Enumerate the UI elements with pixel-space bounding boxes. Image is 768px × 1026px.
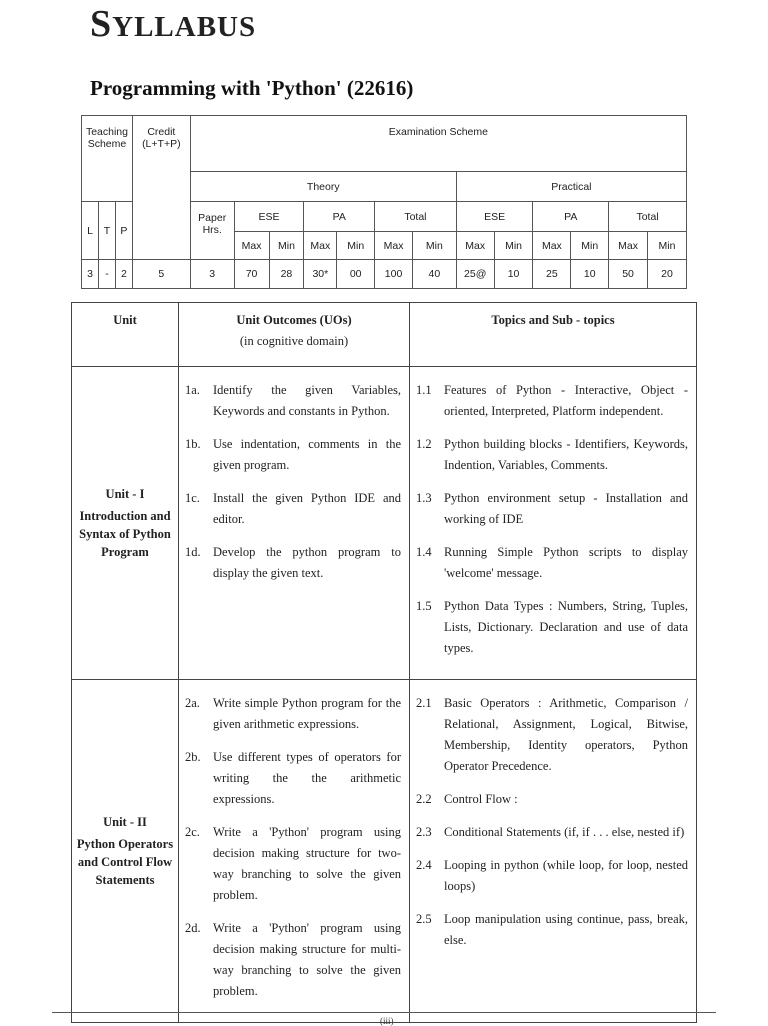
max-label: Max [456,232,494,260]
practical-ese-min: 10 [494,260,533,289]
page-title [90,2,256,46]
list-item: 2.4 Looping in python (while loop, for loop, nested loops) [416,858,688,893]
list-item: 1b. Use indentation, comments in the given program. [185,437,401,472]
list-item: 1.3 Python environment setup - Installation and working of IDE [416,491,688,526]
outcomes-cell [179,367,410,680]
list-item: 1d. Develop the python program to display the given text. [185,545,401,580]
topics-cell [410,680,697,1023]
unit-cell [72,367,179,680]
list-item: 1.1 Features of Python - Interactive, Object - oriented, Interpreted, Platform independent. [416,383,688,418]
T-header: T [98,202,115,260]
unit-column-header: Unit [72,303,179,367]
list-item: 2.3 Conditional Statements (if, if . . . else, nested if) [416,825,685,839]
theory-total-header: Total [375,202,457,232]
paper-hrs-header: Paper Hrs. [190,202,234,260]
T-value: - [98,260,115,289]
max-label: Max [609,232,648,260]
max-label: Max [375,232,413,260]
practical-header: Practical [456,172,686,202]
list-item: 1.2 Python building blocks - Identifiers, Keywords, Indention, Variables, Comments. [416,437,688,472]
min-label: Min [494,232,533,260]
L-header: L [82,202,99,260]
credit-header: Credit (L+T+P) [132,116,190,260]
practical-total-header: Total [609,202,687,232]
list-item: 2.2 Control Flow : [416,792,518,806]
unit-name: Unit - II [103,815,147,829]
teaching-scheme-header: Teaching Scheme [82,116,133,202]
min-label: Min [648,232,687,260]
theory-ese-min: 28 [269,260,304,289]
list-item: 2b. Use different types of operators for writing the the arithmetic expressions. [185,750,401,806]
P-value: 2 [115,260,132,289]
topics-column-header: Topics and Sub - topics [410,303,697,367]
min-label: Min [571,232,609,260]
list-item: 2a. Write simple Python program for the given arithmetic expressions. [185,696,401,731]
practical-pa-min: 10 [571,260,609,289]
outcomes-cell [179,680,410,1023]
practical-pa-header: PA [533,202,609,232]
unit-name: Unit - I [105,487,145,501]
exam-scheme-header: Examination Scheme [190,116,686,172]
theory-pa-min: 00 [337,260,375,289]
list-item: 1.5 Python Data Types : Numbers, String, Tuples, Lists, Dictionary. Declaration and use of data types. [416,599,688,655]
max-label: Max [234,232,269,260]
unit-row [72,680,697,1023]
practical-total-max: 50 [609,260,648,289]
min-label: Min [269,232,304,260]
list-item: 2d. Write a 'Python' program using decision making structure for multi-way branching to solve the given problem. [185,921,401,998]
unit-cell [72,680,179,1023]
unit-row [72,367,697,680]
list-item: 2c. Write a 'Python' program using decision making structure for two-way branching to solve the given problem. [185,825,401,902]
P-header: P [115,202,132,260]
practical-ese-header: ESE [456,202,533,232]
L-value: 3 [82,260,99,289]
min-label: Min [412,232,456,260]
practical-pa-max: 25 [533,260,571,289]
max-label: Max [304,232,337,260]
theory-pa-max: 30* [304,260,337,289]
page-number: (iii) [380,1016,394,1026]
min-label: Min [337,232,375,260]
page-title-rest: YLLABUS [112,11,257,43]
paper-hrs-value: 3 [190,260,234,289]
list-item: 2.1 Basic Operators : Arithmetic, Comparison / Relational, Assignment, Logical, Bitwise, Membership, Identity operators, Python Operator Precedence. [416,696,688,773]
theory-pa-header: PA [304,202,375,232]
scheme-table [81,115,687,289]
list-item: 1.4 Running Simple Python scripts to display 'welcome' message. [416,545,688,580]
max-label: Max [533,232,571,260]
page-title-initial: S [90,3,113,45]
theory-ese-max: 70 [234,260,269,289]
list-item: 1c. Install the given Python IDE and editor. [185,491,401,526]
theory-total-min: 40 [412,260,456,289]
practical-total-min: 20 [648,260,687,289]
practical-ese-max: 25@ [456,260,494,289]
list-item: 1a. Identify the given Variables, Keywords and constants in Python. [185,383,401,418]
theory-ese-header: ESE [234,202,304,232]
credit-value: 5 [132,260,190,289]
outcomes-column-header: Unit Outcomes (UOs) (in cognitive domain) [179,303,410,367]
theory-header: Theory [190,172,456,202]
subject-heading: Programming with 'Python' (22616) [90,76,414,100]
units-table [71,302,697,1023]
unit-title: Introduction and Syntax of Python Program [79,509,171,559]
topics-cell [410,367,697,680]
unit-title: Python Operators and Control Flow Statements [76,837,174,887]
theory-total-max: 100 [375,260,413,289]
footer-divider [52,1012,716,1013]
list-item: 2.5 Loop manipulation using continue, pass, break, else. [416,912,688,947]
